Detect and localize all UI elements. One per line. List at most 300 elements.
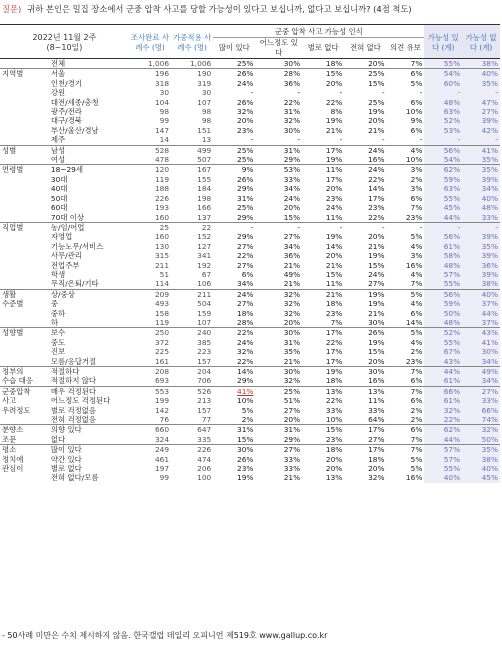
pct-little: 17% — [325, 174, 343, 184]
pct-little: 20% — [325, 78, 343, 88]
pct-some: 36% — [283, 78, 301, 88]
pct-many: 31% — [237, 193, 254, 203]
group-cell — [0, 184, 49, 193]
pct-yes-total: 48% — [424, 98, 462, 107]
subgroup-cell: 제주 — [50, 135, 66, 145]
pct-undecided: 2% — [410, 174, 423, 184]
subgroup-cell: 인천/경기 — [50, 78, 82, 88]
group-cell: 성향별 — [0, 328, 49, 338]
surveyed-count: 249 — [129, 445, 171, 455]
pct-little: 24% — [325, 203, 343, 213]
pct-none: - — [381, 135, 385, 145]
subgroup-cell: 하 — [50, 317, 59, 327]
table-row — [0, 270, 500, 279]
table-row — [0, 165, 500, 175]
table-row — [0, 184, 500, 193]
pct-no-total: - — [462, 222, 500, 232]
pct-none: 19% — [344, 289, 386, 299]
pct-some: 49% — [283, 269, 301, 279]
pct-yes-total: 44% — [424, 213, 462, 223]
pct-yes-total: - — [424, 222, 462, 232]
pct-many: 28% — [237, 317, 254, 327]
pct-many: 30% — [213, 445, 255, 455]
pct-little: 15% — [302, 69, 344, 79]
table-row — [0, 203, 500, 212]
surveyed-count: 130 — [154, 241, 170, 251]
pct-no-total: 41% — [462, 338, 500, 347]
pct-yes-total: 52% — [424, 328, 462, 338]
pct-little: 20% — [325, 184, 343, 194]
pct-yes-total: 59% — [424, 299, 462, 308]
group-cell: 지역별 — [0, 69, 49, 79]
group-cell — [0, 88, 49, 97]
weighted-count: 192 — [197, 260, 212, 270]
table-row — [0, 175, 500, 184]
pct-undecided: 6% — [410, 125, 423, 135]
pct-little: 18% — [302, 445, 344, 455]
pct-yes-total: - — [424, 135, 462, 145]
pct-many: 14% — [213, 367, 255, 377]
weighted-count: 98 — [201, 107, 212, 117]
pct-yes-total: 57% — [424, 445, 462, 455]
col-none-header: 전혀 없다 — [344, 38, 386, 59]
table-row — [0, 107, 500, 116]
pct-no-total: 39% — [462, 251, 500, 260]
pct-some: 24% — [283, 193, 301, 203]
pct-no-total: 44% — [462, 309, 500, 318]
pct-no-total: 33% — [462, 213, 500, 223]
pct-undecided: 2% — [410, 405, 423, 415]
surveyed-count: 160 — [154, 212, 170, 222]
date-label: 2022년 11월 2주 — [32, 32, 97, 42]
weighted-count: 206 — [197, 464, 212, 474]
table-row — [0, 88, 500, 97]
surveyed-count: 120 — [129, 165, 171, 175]
table-row — [0, 59, 500, 69]
group-cell: 군중압착 — [0, 386, 49, 396]
subgroup-cell: 약간 있다 — [50, 454, 82, 464]
pct-yes-total: 63% — [424, 184, 462, 193]
pct-no-total: - — [462, 88, 500, 97]
weighted-count: 184 — [197, 184, 212, 194]
surveyed-count: 98 — [159, 107, 170, 117]
pct-no-total: 45% — [462, 473, 500, 482]
pct-many: 29% — [237, 376, 254, 386]
pct-yes-total: 60% — [424, 79, 462, 88]
date-header — [0, 25, 129, 59]
pct-none: 64% — [368, 415, 385, 425]
pct-many: 27% — [237, 241, 254, 251]
pct-yes-total: 32% — [424, 406, 462, 415]
pct-many: 6% — [241, 269, 254, 279]
pct-little: 17% — [325, 356, 343, 366]
subgroup-cell: 모름/응답거절 — [50, 356, 97, 366]
pct-undecided: 10% — [405, 107, 423, 117]
pct-undecided: 6% — [410, 193, 423, 203]
pct-none: 25% — [368, 97, 385, 107]
pct-undecided: 4% — [410, 299, 423, 309]
pct-undecided: 5% — [387, 289, 425, 299]
pct-none: - — [344, 222, 386, 232]
pct-undecided: 7% — [410, 434, 423, 444]
table-row — [0, 445, 500, 455]
pct-yes-total: 22% — [424, 415, 462, 425]
surveyed-count: 225 — [154, 347, 170, 357]
weighted-count: 30 — [201, 88, 212, 98]
subgroup-cell: 50대 — [50, 193, 68, 203]
pct-many: 29% — [237, 232, 254, 242]
pct-yes-total: 61% — [424, 396, 462, 405]
pct-yes-total: 58% — [424, 251, 462, 260]
subgroup-cell: 적절하지 않다 — [50, 376, 97, 386]
pct-none: 32% — [368, 473, 385, 483]
pct-undecided: 7% — [387, 367, 425, 377]
pct-little: 20% — [325, 454, 343, 464]
weighted-count: 98 — [201, 116, 212, 126]
pct-little: 22% — [325, 337, 343, 347]
subgroup-cell: 농/임/어업 — [49, 222, 129, 232]
pct-undecided: 6% — [410, 97, 423, 107]
col-many-header: 많이 있다 — [213, 38, 255, 59]
weighted-count: 240 — [171, 328, 213, 338]
pct-some: 30% — [255, 328, 302, 338]
pct-yes-total: 59% — [424, 175, 462, 184]
question-line — [2, 0, 500, 18]
group-cell — [0, 338, 49, 347]
group-cell: 조문 — [2, 434, 17, 444]
surveyed-count: 25 — [129, 222, 171, 232]
pct-none: 15% — [368, 260, 385, 270]
subgroup-cell: 전업주부 — [50, 260, 80, 270]
group-cell — [0, 415, 49, 425]
table-row — [0, 338, 500, 347]
pct-yes-total: 56% — [424, 289, 462, 299]
pct-some: 27% — [283, 232, 301, 242]
group-cell: 관심이 — [2, 464, 24, 474]
pct-undecided: 7% — [387, 445, 425, 455]
pct-none: 26% — [344, 328, 386, 338]
subgroup-cell: 전혀 없다/모름 — [50, 473, 99, 483]
pct-none: 30% — [344, 367, 386, 377]
pct-yes-total: 63% — [424, 107, 462, 116]
group-cell: 직업별 — [0, 222, 49, 232]
weighted-count: 107 — [197, 97, 212, 107]
group-cell — [0, 242, 49, 251]
surveyed-count: 209 — [129, 289, 171, 299]
pct-none: 27% — [368, 279, 385, 289]
pct-yes-total: 43% — [424, 357, 462, 367]
pct-many: 31% — [213, 425, 255, 435]
table-row — [0, 473, 500, 482]
weighted-count: 335 — [197, 434, 212, 444]
pct-yes-total: 66% — [424, 386, 462, 396]
subgroup-cell: 중 — [50, 299, 59, 309]
pct-none: 19% — [368, 337, 385, 347]
surveyed-count: 372 — [154, 337, 170, 347]
pct-undecided: 7% — [387, 59, 425, 69]
weighted-count: 706 — [197, 376, 212, 386]
subgroup-cell: 학생 — [50, 269, 66, 279]
pct-undecided: 4% — [387, 145, 425, 155]
surveyed-count: 30 — [159, 88, 170, 98]
group-cell — [0, 213, 49, 223]
surveyed-count: 315 — [154, 251, 170, 261]
pct-little: 21% — [302, 289, 344, 299]
pct-little: 18% — [325, 376, 343, 386]
pct-none: 24% — [368, 269, 385, 279]
pct-yes-total: 48% — [424, 318, 462, 328]
pct-many: 2% — [241, 415, 254, 425]
pct-none: - — [381, 88, 385, 98]
pct-no-total: 74% — [462, 415, 500, 425]
pct-little: 10% — [325, 415, 343, 425]
pct-undecided: 7% — [410, 279, 423, 289]
weighted-count: 226 — [171, 445, 213, 455]
table-row — [0, 396, 500, 405]
pct-little: 19% — [325, 155, 343, 165]
weighted-count: 213 — [197, 396, 212, 406]
subgroup-cell: 진보 — [50, 347, 66, 357]
weighted-count: 499 — [171, 145, 213, 155]
surveyed-count: 1,006 — [129, 59, 171, 69]
pct-undecided: 9% — [410, 116, 423, 126]
pct-no-total: 40% — [462, 194, 500, 203]
pct-no-total: 35% — [462, 79, 500, 88]
subgroup-cell: 별로 걱정없음 — [50, 405, 97, 415]
group-cell — [0, 270, 49, 279]
weighted-count: 22 — [171, 222, 213, 232]
pct-many: 22% — [237, 251, 254, 261]
pct-some: 34% — [283, 184, 301, 194]
pct-yes-total: 57% — [424, 455, 462, 464]
pct-no-total: 35% — [462, 155, 500, 165]
pct-yes-total: 67% — [424, 347, 462, 356]
pct-little: 17% — [302, 328, 344, 338]
table-row — [0, 261, 500, 270]
table-row — [0, 213, 500, 223]
surveyed-count: 461 — [154, 454, 170, 464]
table-row — [0, 435, 500, 445]
pct-some: - — [255, 222, 302, 232]
weighted-count: 166 — [197, 203, 212, 213]
table-row — [0, 376, 500, 386]
pct-little: 21% — [325, 125, 343, 135]
table-row — [0, 194, 500, 203]
surveyed-count: 142 — [154, 405, 170, 415]
weighted-count: 106 — [197, 279, 212, 289]
pct-little: - — [339, 88, 343, 98]
pct-some: 53% — [255, 165, 302, 175]
pct-no-total: 38% — [462, 59, 500, 69]
pct-yes-total: 54% — [424, 155, 462, 165]
subgroup-cell: 30대 — [50, 174, 68, 184]
subgroup-cell: 없다 — [50, 434, 66, 444]
pct-no-total: 38% — [462, 279, 500, 289]
pct-no-total: 27% — [462, 107, 500, 116]
surveyed-count: 147 — [154, 125, 170, 135]
surveyed-count: 14 — [159, 135, 170, 145]
pct-none: 33% — [368, 405, 385, 415]
pct-undecided: 23% — [405, 212, 423, 222]
group-cell — [0, 126, 49, 135]
table-row — [0, 135, 500, 145]
pct-no-total: 32% — [462, 425, 500, 435]
pct-many: 29% — [237, 184, 254, 194]
pct-undecided: 23% — [405, 356, 423, 366]
group-cell: 분향소 — [0, 425, 49, 435]
surveyed-count: 211 — [154, 260, 170, 270]
pct-yes-total: 45% — [424, 203, 462, 212]
group-cell — [0, 135, 49, 145]
pct-many: 22% — [237, 356, 254, 366]
pct-undecided: - — [419, 135, 423, 145]
surveyed-count: 193 — [154, 203, 170, 213]
table-row — [0, 242, 500, 251]
pct-some: 51% — [283, 396, 301, 406]
pct-many: 20% — [237, 116, 254, 126]
pct-some: 32% — [283, 376, 301, 386]
pct-many: 23% — [237, 464, 254, 474]
pct-some: 21% — [283, 279, 301, 289]
pct-some: 30% — [283, 125, 301, 135]
pct-no-total: 39% — [462, 175, 500, 184]
weighted-count: 341 — [197, 251, 212, 261]
subgroup-cell: 18~29세 — [49, 165, 129, 175]
pct-little: 8% — [330, 107, 343, 117]
question-label: 질문) — [2, 4, 22, 14]
pct-little: 19% — [325, 116, 343, 126]
pct-some: 21% — [283, 260, 301, 270]
table-row — [0, 455, 500, 464]
pct-many: 15% — [237, 434, 254, 444]
table-row — [0, 69, 500, 79]
subgroup-cell: 자영업 — [50, 232, 73, 242]
pct-none: 13% — [344, 386, 386, 396]
weighted-count: 319 — [197, 78, 212, 88]
pct-no-total: 30% — [462, 347, 500, 356]
pct-none: 21% — [368, 125, 385, 135]
pct-none: 19% — [368, 107, 385, 117]
pct-undecided: 3% — [410, 184, 423, 194]
pct-yes-total: 44% — [424, 435, 462, 445]
perception-group-header: 군중 압착 사고 가능성 인식 — [213, 25, 424, 38]
pct-many: - — [213, 222, 255, 232]
pct-many: - — [250, 88, 254, 98]
yes-total-header: 가능성 있다 (계) — [424, 25, 462, 59]
subgroup-cell: 전혀 걱정없음 — [50, 415, 97, 425]
subgroup-cell: 광주/전라 — [50, 107, 82, 117]
group-cell — [0, 175, 49, 184]
pct-none: 16% — [368, 155, 385, 165]
group-cell: 평소 — [0, 445, 49, 455]
pct-some: 20% — [283, 415, 301, 425]
pct-some: 30% — [255, 367, 302, 377]
pct-no-total: 35% — [462, 242, 500, 251]
pct-undecided: 6% — [410, 376, 423, 386]
weighted-count: 1,006 — [171, 59, 213, 69]
surveyed-count: 493 — [154, 299, 170, 309]
subgroup-cell: 중하 — [50, 308, 66, 318]
pct-some: 35% — [283, 347, 301, 357]
subgroup-cell: 매우 걱정된다 — [49, 386, 129, 396]
pct-many: 32% — [237, 347, 254, 357]
pct-none: 16% — [368, 376, 385, 386]
pct-no-total: 27% — [462, 386, 500, 396]
pct-none: 20% — [368, 356, 385, 366]
pct-little: 17% — [302, 145, 344, 155]
table-row — [0, 126, 500, 135]
pct-little: 20% — [325, 251, 343, 261]
pct-no-total: 43% — [462, 328, 500, 338]
subgroup-cell: 보수 — [49, 328, 129, 338]
subgroup-cell: 서울 — [49, 69, 129, 79]
pct-little: 22% — [325, 396, 343, 406]
pct-some: 20% — [283, 317, 301, 327]
weighted-count: 167 — [171, 165, 213, 175]
group-cell — [0, 347, 49, 356]
pct-some: 29% — [283, 155, 301, 165]
table-row — [0, 425, 500, 435]
subgroup-cell: 대전/세종/충청 — [50, 97, 99, 107]
pct-no-total: 47% — [462, 98, 500, 107]
group-cell: 생활 — [0, 289, 49, 299]
group-cell — [0, 155, 49, 165]
subgroup-cell: 대구/경북 — [50, 116, 82, 126]
pct-no-total: 38% — [462, 455, 500, 464]
pct-little: 15% — [302, 425, 344, 435]
surveyed-count: 160 — [154, 232, 170, 242]
pct-some: 32% — [283, 299, 301, 309]
pct-some: 31% — [255, 425, 302, 435]
pct-undecided: 4% — [410, 337, 423, 347]
pct-yes-total: 55% — [424, 194, 462, 203]
pct-no-total: 34% — [462, 184, 500, 193]
subgroup-cell: 많이 있다 — [49, 445, 129, 455]
surveyed-count: 197 — [154, 464, 170, 474]
pct-little: 18% — [325, 299, 343, 309]
weighted-count: 190 — [171, 69, 213, 79]
pct-some: 32% — [283, 116, 301, 126]
pct-some: 27% — [283, 405, 301, 415]
subgroup-cell: 적절하다 — [49, 367, 129, 377]
pct-none: 22% — [368, 174, 385, 184]
group-cell: 정치에 — [2, 454, 24, 464]
pct-none: 15% — [368, 347, 385, 357]
group-cell: 연령별 — [0, 165, 49, 175]
pct-yes-total: 53% — [424, 126, 462, 135]
group-cell — [0, 357, 49, 367]
surveyed-count: 199 — [154, 396, 170, 406]
surveyed-count: 208 — [129, 367, 171, 377]
group-cell: 수준별 — [2, 299, 24, 309]
pct-none: 19% — [368, 299, 385, 309]
col-undecided-header: 의견 유보 — [387, 38, 425, 59]
pct-undecided: 4% — [410, 241, 423, 251]
pct-many: 19% — [237, 473, 254, 483]
pct-no-total: 48% — [462, 203, 500, 212]
group-cell — [0, 232, 49, 241]
pct-none: 17% — [368, 193, 385, 203]
pct-no-total: 40% — [462, 289, 500, 299]
surveyed-count: 196 — [129, 69, 171, 79]
pct-none: 17% — [344, 445, 386, 455]
pct-some: 34% — [283, 241, 301, 251]
pct-little: 19% — [302, 367, 344, 377]
table-row — [0, 415, 500, 425]
pct-many: 27% — [237, 260, 254, 270]
pct-some: 33% — [283, 464, 301, 474]
surveyed-count: 161 — [154, 356, 170, 366]
